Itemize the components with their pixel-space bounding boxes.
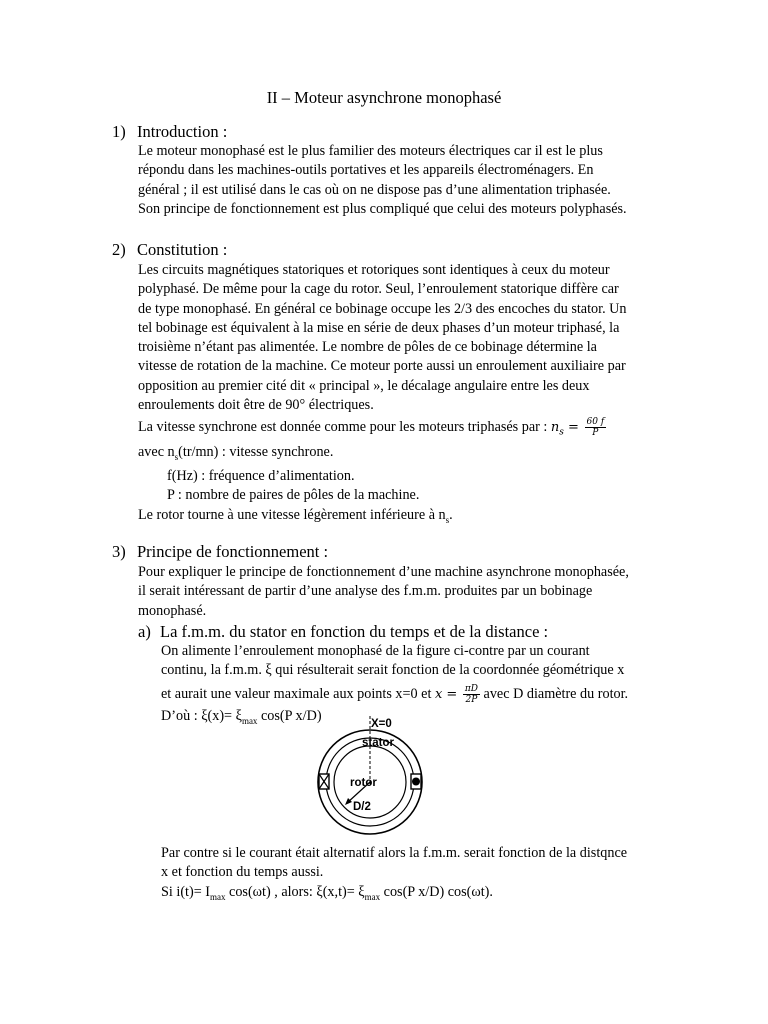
subsection-a-title: La f.m.m. du stator en fonction du temps et de la distance : (160, 622, 549, 641)
text-line: Le moteur monophasé est le plus familier des moteurs électriques car il est le plus (138, 143, 603, 159)
text-line: polyphasé. De même pour la cage du rotor. Seul, l’enroulement statorique diffère car (138, 281, 619, 298)
max-line: et aurait une valeur maximale aux points x=0 et x = $\frac{\pi D}{2P}$ avec D diamètre du rotor. (161, 683, 629, 705)
text-line: Les circuits magnétiques statoriques et rotoriques sont identiques à ceux du moteur (138, 262, 610, 278)
text-line: continu, la f.m.m. ξ qui résulterait serait fonction de la coordonnée géométrique x (161, 662, 625, 679)
subsection-a-continued (161, 844, 681, 907)
section-2-body (138, 261, 678, 530)
section-2-title: Constitution : (137, 240, 228, 259)
conductor-cross-icon (319, 774, 329, 789)
section-1-body (138, 142, 678, 219)
avec-line: avec $n_s(tr/mn)$ : vitesse synchrone. (138, 444, 334, 462)
section-3-title: Principe de fonctionnement : (137, 542, 329, 561)
text-line: On alimente l’enroulement monophasé de la figure ci-contre par un courant (161, 643, 590, 659)
stator-rotor-diagram (300, 712, 440, 837)
text-line: Par contre si le courant était alternatif alors la f.m.m. serait fonction de la distqnce (161, 845, 628, 861)
section-3-heading (112, 542, 328, 562)
conductor-dot-icon (411, 774, 421, 789)
si-line: Si $i(t)= I_{max}$ cos(ωt) , alors: $\xi(x,t)= \xi_{max}$ cos(P x/D) cos(ωt). (161, 883, 493, 902)
label-x0: X=0 (371, 718, 392, 730)
text-line: général ; il est utilisé dans le cas où on ne dispose pas d’une alimentation triphasée. (138, 181, 611, 198)
text-line: vitesse de rotation de la machine. Ce moteur porte aussi un enroulement auxiliaire par (138, 358, 626, 375)
section-1-number: 1) (112, 122, 126, 141)
text-line: Pour expliquer le principe de fonctionnement d’une machine asynchrone monophasée, (138, 564, 629, 580)
speed-text: La vitesse synchrone est donnée comme pour les moteurs triphasés par : (138, 419, 548, 436)
text-line: monophasé. (138, 602, 207, 619)
subsection-a-heading (138, 622, 548, 642)
dou-line: D’où : $\xi(x)= \xi_{max}$ cos(P x/D) (161, 707, 322, 726)
max-formula-lhs: x = (434, 686, 458, 702)
max-fraction: $\frac{\pi D}{2P}$ (464, 683, 478, 705)
label-stator: stator (362, 737, 394, 749)
section-2-heading (112, 240, 227, 260)
section-2-number: 2) (112, 240, 126, 259)
section-3-number: 3) (112, 542, 126, 561)
text-line: tel bobinage est équivalent à la mise en série de deux phases d’un moteur triphasé, la (138, 319, 620, 336)
page-title: II – Moteur asynchrone monophasé (266, 88, 502, 107)
poles-line: P : nombre de paires de pôles de la machine. (167, 487, 420, 504)
label-d2: D/2 (353, 801, 371, 813)
text-line: de type monophasé. En général ce bobinage occupe les 2/3 des encoches du stator. Un (138, 300, 627, 317)
speed-formula-line (138, 417, 678, 443)
rotor-speed-line: Le rotor tourne à une vitesse légèrement inférieure à $n_s$. (138, 506, 453, 525)
text-line: il serait intéressant de partir d’une analyse des f.m.m. produites par un bobinage (138, 583, 593, 600)
freq-line: f(Hz) : fréquence d’alimentation. (167, 468, 355, 485)
section-1-title: Introduction : (137, 122, 228, 141)
label-rotor: rotor (350, 777, 377, 789)
section-3-body (138, 563, 678, 621)
text-line: répondu dans les machines-outils portatives et les appareils électroménagers. En (138, 162, 594, 179)
speed-formula: $n_s$ = (550, 420, 579, 438)
text-line: enroulements doit être de 90° électriques. (138, 397, 374, 414)
subsection-a-number: a) (138, 622, 151, 641)
text-line: troisième n’étant pas alimentée. Le nombre de pôles de ce bobinage détermine la (138, 339, 597, 356)
text-line: x et fonction du temps aussi. (161, 864, 324, 881)
section-1-heading (112, 122, 227, 142)
text-line: opposition au premier cité dit « principal », le décalage angulaire entre les deux (138, 377, 590, 394)
speed-fraction: $\frac{60 f}{P}$ (586, 417, 605, 439)
text-line: Son principe de fonctionnement est plus compliqué que celui des moteurs polyphasés. (138, 200, 627, 217)
